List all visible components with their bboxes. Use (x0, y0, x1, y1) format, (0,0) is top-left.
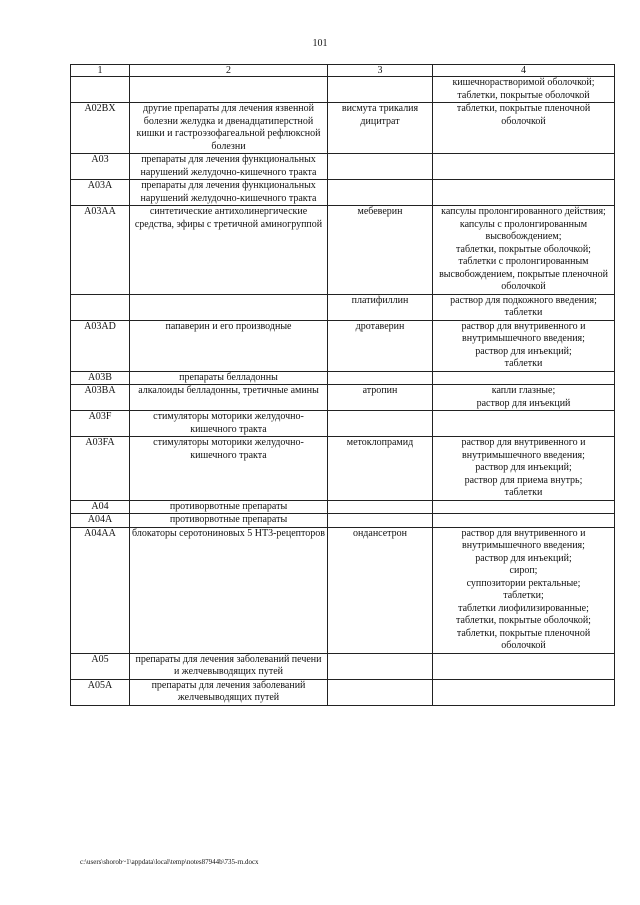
anatomical-group-cell: папаверин и его производные (130, 320, 328, 371)
drug-name-cell (328, 371, 433, 385)
atc-code-cell: A03AA (71, 206, 130, 295)
atc-code-cell: A05 (71, 653, 130, 679)
atc-code-cell (71, 77, 130, 103)
dosage-forms-cell: таблетки, покрытые пленочной оболочкой (433, 103, 615, 154)
anatomical-group-cell: синтетические антихолинергические средства, эфиры с третичной аминогруппой (130, 206, 328, 295)
table-row (71, 180, 615, 206)
drug-name-cell (328, 180, 433, 206)
drug-name-cell: атропин (328, 385, 433, 411)
dosage-forms-cell: кишечнорастворимой оболочкой; таблетки, покрытые оболочкой (433, 77, 615, 103)
anatomical-group-cell: препараты для лечения заболеваний желчевыводящих путей (130, 679, 328, 705)
atc-code-cell: A03BA (71, 385, 130, 411)
anatomical-group-cell: противорвотные препараты (130, 500, 328, 514)
drug-name-cell: висмута трикалия дицитрат (328, 103, 433, 154)
anatomical-group-cell: стимуляторы моторики желудочно-кишечного тракта (130, 411, 328, 437)
dosage-forms-cell (433, 411, 615, 437)
dosage-forms-cell (433, 180, 615, 206)
drug-name-cell (328, 653, 433, 679)
dosage-forms-cell: раствор для подкожного введения; таблетки (433, 294, 615, 320)
anatomical-group-cell: препараты для лечения заболеваний печени и желчевыводящих путей (130, 653, 328, 679)
drug-name-cell (328, 679, 433, 705)
atc-code-cell: A04AA (71, 527, 130, 653)
table-row (71, 411, 615, 437)
drug-name-cell: ондансетрон (328, 527, 433, 653)
drug-name-cell: дротаверин (328, 320, 433, 371)
anatomical-group-cell: препараты для лечения функциональных нарушений желудочно-кишечного тракта (130, 154, 328, 180)
dosage-forms-cell (433, 679, 615, 705)
atc-code-cell: A03F (71, 411, 130, 437)
anatomical-group-cell: алкалоиды белладонны, третичные амины (130, 385, 328, 411)
dosage-forms-cell: капли глазные; раствор для инъекций (433, 385, 615, 411)
drug-name-cell (328, 77, 433, 103)
anatomical-group-cell: противорвотные препараты (130, 514, 328, 528)
table-row (71, 527, 615, 653)
footer-file-path: c:\users\shorob~1\appdata\local\temp\notes87944b\735-rn.docx (80, 858, 259, 866)
table-row (71, 206, 615, 295)
table-row (71, 371, 615, 385)
atc-code-cell: A03FA (71, 437, 130, 501)
drug-name-cell (328, 411, 433, 437)
atc-code-cell: A05A (71, 679, 130, 705)
drug-table (70, 64, 615, 706)
table-row (71, 514, 615, 528)
anatomical-group-cell: блокаторы серотониновых 5 HT3-рецепторов (130, 527, 328, 653)
table-row (71, 653, 615, 679)
atc-code-cell: A04A (71, 514, 130, 528)
table-row (71, 103, 615, 154)
anatomical-group-cell: препараты для лечения функциональных нарушений желудочно-кишечного тракта (130, 180, 328, 206)
atc-code-cell: A02BX (71, 103, 130, 154)
dosage-forms-cell: раствор для внутривенного и внутримышечного введения; раствор для инъекций; таблетки (433, 320, 615, 371)
dosage-forms-cell: раствор для внутривенного и внутримышечного введения; раствор для инъекций; сироп; суппозитории ректальные; таблетки; таблетки лиофилизированные; таблетки, покрытые оболочкой; таблетки, покрытые пленочной оболочкой (433, 527, 615, 653)
table-header-row (71, 65, 615, 77)
atc-code-cell: A04 (71, 500, 130, 514)
dosage-forms-cell: капсулы пролонгированного действия; капсулы с пролонгированным высвобождением; таблетки, покрытые оболочкой; таблетки с пролонгированным высвобождением, покрытые пленочной оболочкой (433, 206, 615, 295)
header-col-1: 1 (71, 65, 130, 77)
drug-name-cell: метоклопрамид (328, 437, 433, 501)
dosage-forms-cell (433, 371, 615, 385)
table-row (71, 320, 615, 371)
dosage-forms-cell: раствор для внутривенного и внутримышечного введения; раствор для инъекций; раствор для приема внутрь; таблетки (433, 437, 615, 501)
header-col-3: 3 (328, 65, 433, 77)
dosage-forms-cell (433, 653, 615, 679)
atc-code-cell (71, 294, 130, 320)
anatomical-group-cell: препараты белладонны (130, 371, 328, 385)
anatomical-group-cell (130, 294, 328, 320)
table-row (71, 500, 615, 514)
table-row (71, 679, 615, 705)
header-col-2: 2 (130, 65, 328, 77)
atc-code-cell: A03A (71, 180, 130, 206)
drug-name-cell (328, 500, 433, 514)
atc-code-cell: A03 (71, 154, 130, 180)
anatomical-group-cell: стимуляторы моторики желудочно-кишечного тракта (130, 437, 328, 501)
dosage-forms-cell (433, 500, 615, 514)
anatomical-group-cell (130, 77, 328, 103)
table-row (71, 294, 615, 320)
page-number: 101 (312, 38, 328, 49)
dosage-forms-cell (433, 514, 615, 528)
header-col-4: 4 (433, 65, 615, 77)
anatomical-group-cell: другие препараты для лечения язвенной болезни желудка и двенадцатиперстной кишки и гастроэзофагеальной рефлюксной болезни (130, 103, 328, 154)
drug-name-cell (328, 154, 433, 180)
table-row (71, 77, 615, 103)
table-row (71, 385, 615, 411)
atc-code-cell: A03B (71, 371, 130, 385)
drug-name-cell (328, 514, 433, 528)
table-row (71, 154, 615, 180)
drug-name-cell: платифиллин (328, 294, 433, 320)
table-row (71, 437, 615, 501)
dosage-forms-cell (433, 154, 615, 180)
atc-code-cell: A03AD (71, 320, 130, 371)
drug-name-cell: мебеверин (328, 206, 433, 295)
